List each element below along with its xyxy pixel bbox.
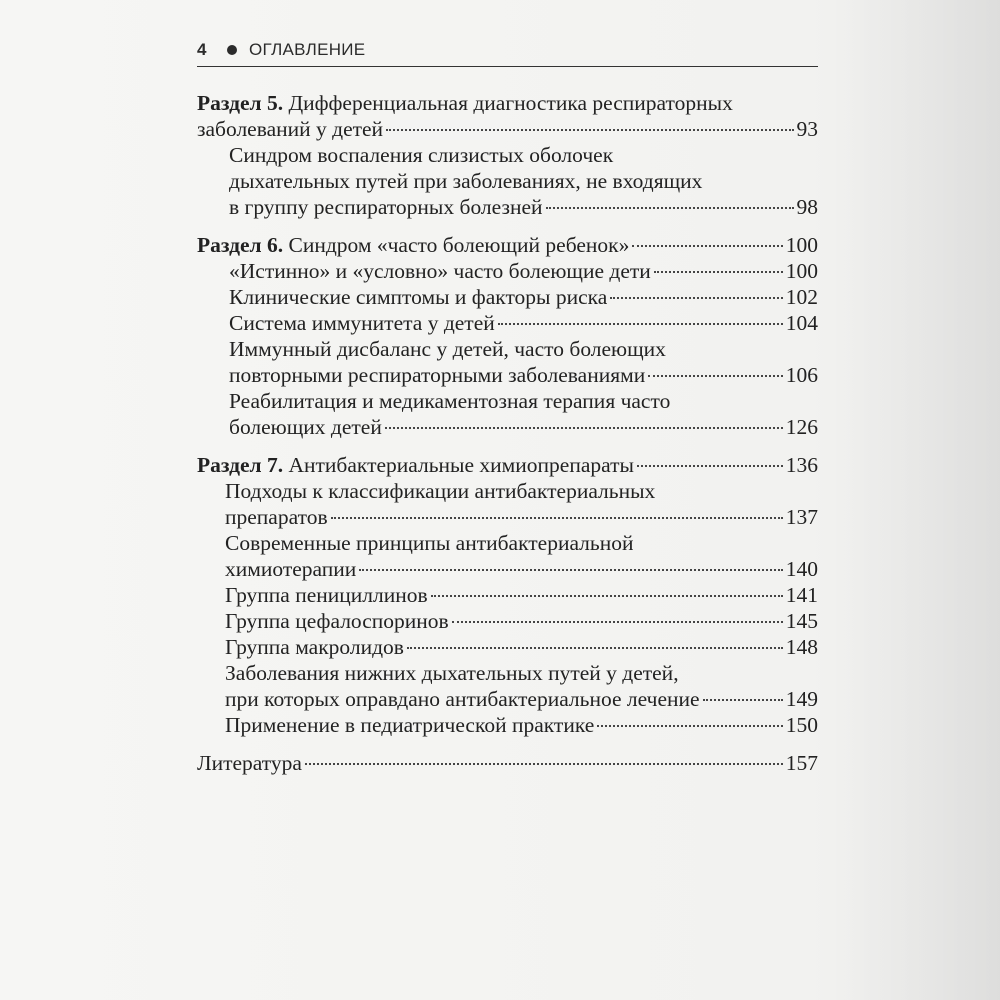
page-ref: 137 [785,505,818,529]
page-ref: 100 [785,233,818,257]
section-label: Раздел 5. [197,91,284,115]
page-ref: 150 [785,713,818,737]
toc-entry[interactable] [197,258,818,284]
page-ref: 140 [785,557,818,581]
page-ref: 104 [785,311,818,335]
leader-dots [498,323,783,325]
entry-line2: болеющих детей [229,415,382,439]
entry-text: Литература [197,751,302,775]
page-ref: 148 [785,635,818,659]
toc-section-5[interactable] [197,90,818,142]
page-shadow [830,0,1000,1000]
entry-line1: Синдром воспаления слизистых оболочек [229,143,614,167]
page-ref: 141 [785,583,818,607]
toc-entry[interactable] [197,142,818,220]
leader-dots [610,297,782,299]
section-title-line2: заболеваний у детей [197,117,384,141]
page-ref: 98 [796,195,818,219]
toc-entry[interactable] [197,660,818,712]
section-label: Раздел 7. [197,453,284,477]
entry-line1: Подходы к классификации антибактериальных [225,479,656,503]
page-ref: 145 [785,609,818,633]
toc-entry[interactable] [197,530,818,582]
entry-line2: дыхательных путей при заболеваниях, не входящих [229,169,703,193]
leader-dots [305,763,783,765]
page-ref: 93 [796,117,818,141]
toc-entry[interactable] [197,478,818,530]
toc-section-7[interactable] [197,452,818,478]
entry-line2: химиотерапии [225,557,357,581]
page-ref: 126 [785,415,818,439]
entry-line2: препаратов [225,505,328,529]
running-header [197,36,817,64]
page-number: 4 [197,40,207,59]
section-title-line1: Дифференциальная диагностика респираторных [288,91,733,115]
leader-dots [331,517,783,519]
page-ref: 157 [785,751,818,775]
entry-text: Группа цефалоспоринов [225,609,449,633]
leader-dots [637,465,783,467]
toc-entry[interactable] [197,712,818,738]
leader-dots [452,621,783,623]
leader-dots [546,207,794,209]
entry-line1: Иммунный дисбаланс у детей, часто болеющих [229,337,666,361]
entry-text: Клинические симптомы и факторы риска [229,285,608,309]
page-ref: 149 [785,687,818,711]
toc-entry[interactable] [197,284,818,310]
page-ref: 136 [785,453,818,477]
toc-entry[interactable] [197,388,818,440]
leader-dots [431,595,783,597]
page-ref: 106 [785,363,818,387]
leader-dots [407,647,783,649]
toc-section-6[interactable] [197,232,818,258]
leader-dots [703,699,783,701]
entry-line1: Заболевания нижних дыхательных путей у детей, [225,661,679,685]
entry-text: «Истинно» и «условно» часто болеющие дети [229,259,651,283]
entry-text: Система иммунитета у детей [229,311,495,335]
toc-entry[interactable] [197,634,818,660]
section-label: Раздел 6. [197,233,284,257]
entry-line3: в группу респираторных болезней [229,195,543,219]
entry-line1: Реабилитация и медикаментозная терапия часто [229,389,671,413]
header-divider [197,66,818,67]
entry-line2: повторными респираторными заболеваниями [229,363,646,387]
table-of-contents [197,90,818,776]
page-ref: 100 [785,259,818,283]
entry-text: Группа макролидов [225,635,404,659]
entry-text: Группа пенициллинов [225,583,428,607]
leader-dots [386,129,793,131]
toc-entry[interactable] [197,336,818,388]
page-ref: 102 [785,285,818,309]
toc-entry[interactable] [197,608,818,634]
toc-literature[interactable] [197,750,818,776]
entry-text: Применение в педиатрической практике [225,713,595,737]
entry-line2: при которых оправдано антибактериальное лечение [225,687,700,711]
leader-dots [385,427,783,429]
toc-entry[interactable] [197,310,818,336]
entry-line1: Современные принципы антибактериальной [225,531,634,555]
toc-entry[interactable] [197,582,818,608]
section-title: Синдром «часто болеющий ребенок» [288,233,630,257]
leader-dots [597,725,782,727]
header-title: ОГЛАВЛЕНИЕ [249,40,366,59]
leader-dots [632,245,782,247]
leader-dots [648,375,783,377]
bullet-icon [227,45,237,55]
section-title: Антибактериальные химиопрепараты [288,453,634,477]
leader-dots [359,569,782,571]
leader-dots [654,271,783,273]
